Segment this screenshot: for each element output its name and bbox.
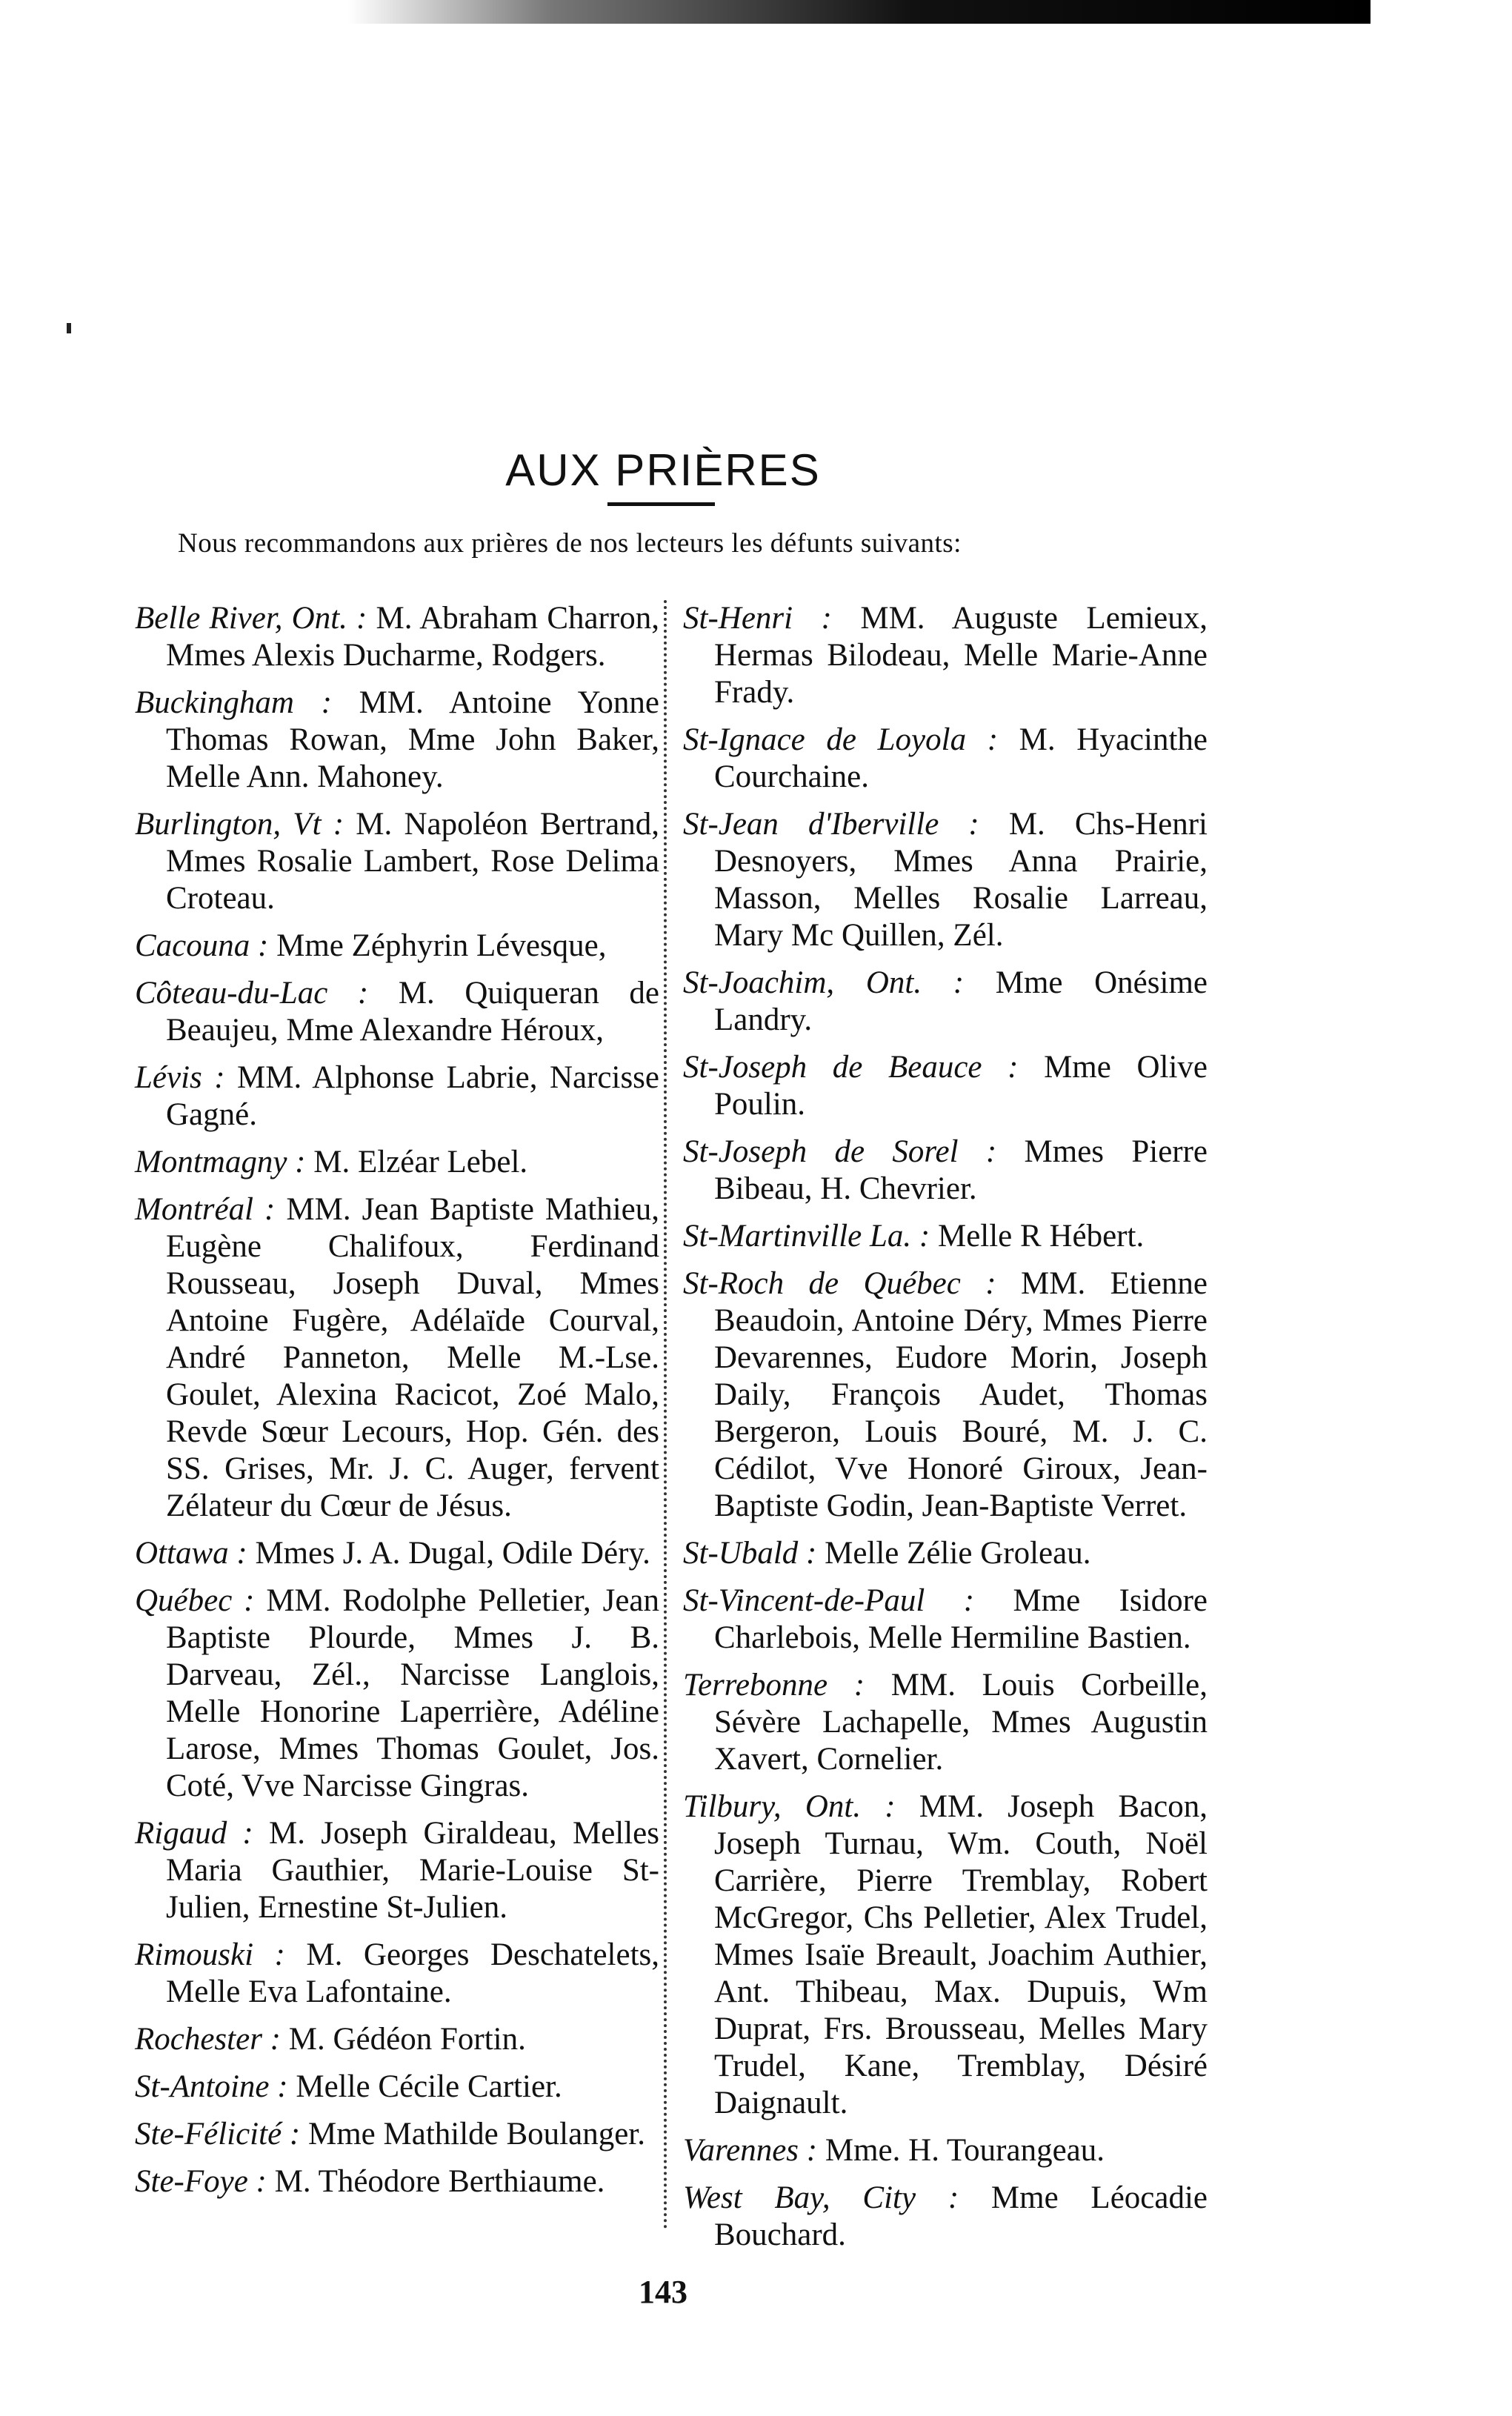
obituary-entry bbox=[683, 2132, 1208, 2169]
obituary-entry bbox=[135, 2163, 659, 2200]
place-name: Ste-Foye : bbox=[135, 2164, 267, 2199]
obituary-entry bbox=[135, 1937, 659, 2011]
obituary-entry bbox=[135, 1144, 659, 1181]
deceased-names: M. Chs-Henri Desnoyers, Mmes Anna Prairie, Masson, Melles Rosalie Larreau, Mary Mc Quillen, Zél. bbox=[714, 807, 1208, 953]
obituary-entry bbox=[135, 2021, 659, 2058]
deceased-names: MM. Rodolphe Pelletier, Jean Baptiste Plourde, Mmes J. B. Darveau, Zél., Narcisse Langlois, Melle Honorine Laperrière, Adéline Larose, Mmes Thomas Goulet, Jos. Coté, Vve Narcisse Gingras. bbox=[166, 1583, 659, 1803]
obituary-entry bbox=[683, 1049, 1208, 1123]
deceased-names: Mme. H. Tourangeau. bbox=[817, 2133, 1105, 2168]
scan-speck bbox=[67, 323, 71, 333]
place-name: Belle River, Ont. : bbox=[135, 601, 367, 636]
deceased-names: M. Quiqueran de Beaujeu, Mme Alexandre Héroux, bbox=[166, 976, 660, 1048]
place-name: Rigaud : bbox=[135, 1816, 253, 1851]
column-divider bbox=[664, 600, 667, 2230]
deceased-names: Mme Léocadie Bouchard. bbox=[714, 2180, 1208, 2252]
obituary-entry bbox=[135, 1059, 659, 1134]
obituary-columns bbox=[119, 600, 1245, 2252]
obituary-entry bbox=[683, 1788, 1208, 2122]
place-name: Rochester : bbox=[135, 2022, 282, 2057]
place-name: Tilbury, Ont. : bbox=[683, 1789, 896, 1824]
place-name: Terrebonne : bbox=[683, 1668, 865, 1703]
page-number: 143 bbox=[639, 2274, 687, 2310]
place-name: St-Ignace de Loyola : bbox=[683, 722, 999, 757]
obituary-entry bbox=[683, 1265, 1208, 1525]
deceased-names: Mmes J. A. Dugal, Odile Déry. bbox=[247, 1536, 650, 1571]
right-column bbox=[683, 600, 1208, 2264]
place-name: West Bay, City : bbox=[683, 2180, 959, 2215]
place-name: St-Joachim, Ont. : bbox=[683, 965, 965, 1000]
obituary-entry bbox=[135, 806, 659, 917]
place-name: Ottawa : bbox=[135, 1536, 247, 1571]
deceased-names: MM. Auguste Lemieux, Hermas Bilodeau, Melle Marie-Anne Frady. bbox=[714, 601, 1208, 710]
obituary-entry bbox=[135, 2116, 659, 2153]
obituary-entry bbox=[135, 2069, 659, 2106]
place-name: St-Martinville La. : bbox=[683, 1219, 930, 1254]
place-name: Cacouna : bbox=[135, 928, 269, 963]
deceased-names: MM. Jean Baptiste Mathieu, Eugène Chalifoux, Ferdinand Rousseau, Joseph Duval, Mmes Antoine Fugère, Adélaïde Courval, André Panneton, Melle M.-Lse. Goulet, Alexina Racicot, Zoé Malo, Revde Sœur Lecours, Hop. Gén. des SS. Grises, Mr. J. C. Auger, fervent Zélateur du Cœur de Jésus. bbox=[166, 1192, 659, 1523]
obituary-entry bbox=[683, 2180, 1208, 2254]
obituary-entry bbox=[135, 928, 659, 965]
obituary-entry bbox=[135, 600, 659, 674]
deceased-names: MM. Alphonse Labrie, Narcisse Gagné. bbox=[166, 1060, 659, 1132]
place-name: St-Joseph de Beauce : bbox=[683, 1050, 1019, 1085]
obituary-entry bbox=[683, 806, 1208, 954]
deceased-names: M. Napoléon Bertrand, Mmes Rosalie Lambert, Rose Delima Croteau. bbox=[166, 807, 660, 916]
place-name: St-Ubald : bbox=[683, 1536, 817, 1571]
obituary-entry bbox=[683, 722, 1208, 796]
left-column bbox=[135, 600, 659, 2211]
obituary-entry bbox=[683, 600, 1208, 711]
deceased-names: M. Georges Deschatelets, Melle Eva Lafontaine. bbox=[166, 1937, 659, 2009]
deceased-names: M. Elzéar Lebel. bbox=[305, 1145, 528, 1179]
deceased-names: Mme Zéphyrin Lévesque, bbox=[268, 928, 607, 963]
obituary-entry bbox=[135, 975, 659, 1049]
obituary-entry bbox=[683, 1583, 1208, 1657]
place-name: Montmagny : bbox=[135, 1145, 306, 1179]
deceased-names: MM. Louis Corbeille, Sévère Lachapelle, Mmes Augustin Xavert, Cornelier. bbox=[714, 1668, 1208, 1777]
place-name: Lévis : bbox=[135, 1060, 225, 1095]
deceased-names: M. Joseph Giraldeau, Melles Maria Gauthier, Marie-Louise St-Julien, Ernestine St-Julien. bbox=[166, 1816, 659, 1925]
obituary-entry bbox=[135, 685, 659, 796]
place-name: St-Antoine : bbox=[135, 2069, 288, 2104]
place-name: Burlington, Vt : bbox=[135, 807, 344, 842]
deceased-names: Melle R Hébert. bbox=[930, 1219, 1145, 1254]
place-name: Rimouski : bbox=[135, 1937, 285, 1972]
deceased-names: MM. Etienne Beaudoin, Antoine Déry, Mmes Pierre Devarennes, Eudore Morin, Joseph Daily, François Audet, Thomas Bergeron, Louis Bouré, M. J. C. Cédilot, Vve Honoré Giroux, Jean-Baptiste Godin, Jean-Baptiste Verret. bbox=[714, 1266, 1208, 1523]
obituary-entry bbox=[135, 1535, 659, 1572]
obituary-entry bbox=[135, 1815, 659, 1926]
deceased-names: Mme Olive Poulin. bbox=[714, 1050, 1208, 1122]
obituary-entry bbox=[135, 1583, 659, 1805]
scan-edge-bar bbox=[348, 0, 1371, 24]
deceased-names: M. Abraham Charron, Mmes Alexis Ducharme, Rodgers. bbox=[166, 601, 659, 673]
obituary-entry bbox=[683, 965, 1208, 1039]
place-name: Montréal : bbox=[135, 1192, 276, 1227]
place-name: St-Vincent-de-Paul : bbox=[683, 1583, 975, 1618]
deceased-names: Melle Zélie Groleau. bbox=[816, 1536, 1091, 1571]
title-rule bbox=[607, 502, 715, 506]
place-name: Côteau-du-Lac : bbox=[135, 976, 369, 1011]
place-name: Québec : bbox=[135, 1583, 255, 1618]
deceased-names: MM. Antoine Yonne Thomas Rowan, Mme John Baker, Melle Ann. Mahoney. bbox=[166, 685, 659, 794]
deceased-names: MM. Joseph Bacon, Joseph Turnau, Wm. Couth, Noël Carrière, Pierre Tremblay, Robert McGregor, Chs Pelletier, Alex Trudel, Mmes Isaïe Breault, Joachim Authier, Ant. Thibeau, Max. Dupuis, Wm Duprat, Frs. Brousseau, Melles Mary Trudel, Kane, Tremblay, Désiré Daignault. bbox=[714, 1789, 1208, 2120]
deceased-names: Mme Onésime Landry. bbox=[714, 965, 1208, 1037]
deceased-names: Mme Mathilde Boulanger. bbox=[300, 2117, 645, 2152]
deceased-names: Melle Cécile Cartier. bbox=[287, 2069, 562, 2104]
deceased-names: Mmes Pierre Bibeau, H. Chevrier. bbox=[714, 1134, 1208, 1206]
deceased-names: Mme Isidore Charlebois, Melle Hermiline Bastien. bbox=[714, 1583, 1208, 1655]
deceased-names: M. Hyacinthe Courchaine. bbox=[714, 722, 1208, 794]
page-title: AUX PRIÈRES bbox=[505, 445, 821, 496]
obituary-entry bbox=[683, 1218, 1208, 1255]
place-name: Ste-Félicité : bbox=[135, 2117, 301, 2152]
obituary-entry bbox=[135, 1191, 659, 1525]
deceased-names: M. Gédéon Fortin. bbox=[281, 2022, 526, 2057]
place-name: St-Roch de Québec : bbox=[683, 1266, 996, 1301]
deceased-names: M. Théodore Berthiaume. bbox=[266, 2164, 605, 2199]
place-name: St-Henri : bbox=[683, 601, 832, 636]
obituary-entry bbox=[683, 1535, 1208, 1572]
place-name: St-Joseph de Sorel : bbox=[683, 1134, 997, 1169]
place-name: Varennes : bbox=[683, 2133, 818, 2168]
place-name: St-Jean d'Iberville : bbox=[683, 807, 979, 842]
obituary-entry bbox=[683, 1667, 1208, 1778]
intro-text: Nous recommandons aux prières de nos lecteurs les défunts suivants: bbox=[178, 528, 962, 559]
obituary-entry bbox=[683, 1134, 1208, 1208]
place-name: Buckingham : bbox=[135, 685, 332, 720]
